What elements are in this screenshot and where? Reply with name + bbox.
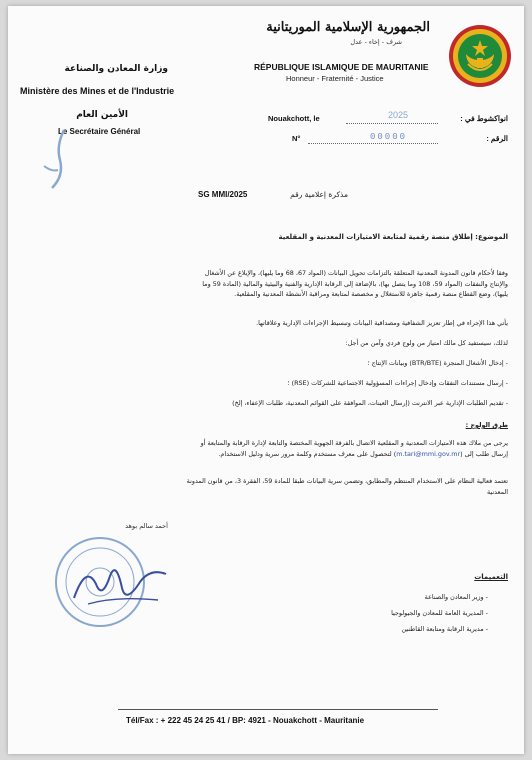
body-paragraph-4-line-1: يرجى من ملاك هذه الامتيازات المعدنية و المقلعية الاتصال بالفرقة الجهوية المختصة والتابعة لإدارة الرقابة والمتابعة أو <box>200 439 508 447</box>
body-paragraph-2: يأتي هذا الإجراء في إطار تعزيز الشفافية ومصداقية البيانات وتبسيط الإجراءات الإدارية وعلاقاتها. <box>256 319 508 327</box>
bullet-1: - إدخال الأشغال المنجزة (BTR/BTE) وبيانات الإنتاج ؛ <box>367 359 508 367</box>
body-paragraph-1-line-3: يليها)، وضع القطاع منصة رقمية جاهزة للاستغلال و مخصصة لمتابعة ومراقبة الأنشطة المعدنية والمقلعية. <box>234 290 508 298</box>
distribution-item-2: - المديرية العامة للمعادن والجيولوجيا <box>391 609 488 617</box>
body-paragraph-4 <box>38 438 508 459</box>
number-value: 00000 <box>370 132 408 142</box>
distribution-title: التعميمات <box>474 573 508 581</box>
document-page <box>8 6 524 754</box>
distribution-item-1: - وزير المعادن والصناعة <box>424 593 488 601</box>
body-paragraph-3: لذلك، سيستفيد كل مالك امتياز من ولوج فردي وآمن من أجل: <box>345 339 508 347</box>
access-methods-title: طرق الولوج : <box>465 421 508 429</box>
republic-motto-fr: Honneur - Fraternité - Justice <box>286 74 384 83</box>
contact-email-link[interactable]: m.tari@mmi.gov.mr <box>396 449 461 458</box>
secretary-general-ar: الأمين العام <box>76 110 128 120</box>
republic-title-ar: الجمهورية الإسلامية الموريتانية <box>266 20 430 35</box>
date-value: 2025 <box>388 110 409 120</box>
subject-line: الموضوع: إطلاق منصة رقمية لمتابعة الامتيازات المعدنية و المقلعية <box>278 233 508 241</box>
body-paragraph-5-line-2: المعدنية <box>487 487 508 496</box>
distribution-item-3: - مديرية الرقابة ومتابعة القاطنين <box>401 625 488 633</box>
body-paragraph-1-line-2: والإنتاج والنفقات (المواد 59، 108 وما يتصل بها)، بالإضافة إلى الرقابة الإدارية والفنية والبيئية والمالية (المادة 59 وما <box>202 279 508 288</box>
number-label-fr: N° <box>292 134 301 143</box>
footer-contact: Tél/Fax : + 222 45 24 25 41 / BP: 4921 - Nouakchott - Mauritanie <box>126 716 365 725</box>
bullet-2: - إرسال مستندات النفقات وإدخال إجراءات المسؤولية الاجتماعية للشركات (RSE) ؛ <box>287 379 508 387</box>
body-paragraph-1-line-1: وفقا لأحكام قانون المدونة المعدنية المتعلقة بالتزامات تحويل البيانات (المواد 67، 68 وما يليها)، والإبلاغ عن الأشغال <box>204 269 508 277</box>
date-label-ar: انواكشوط في : <box>460 114 508 123</box>
mauritania-emblem-icon <box>448 24 512 88</box>
number-dotted-line <box>308 142 438 144</box>
body-paragraph-1 <box>38 268 508 300</box>
ministry-name-fr: Ministère des Mines et de l'Industrie <box>20 86 175 96</box>
ministry-name-ar: وزارة المعادن والصناعة <box>64 64 168 74</box>
republic-title-fr: RÉPUBLIQUE ISLAMIQUE DE MAURITANIE <box>254 62 429 72</box>
secretary-general-fr: Le Secrétaire Général <box>58 127 141 136</box>
memo-reference-label-ar: مذكرة إعلامية رقم <box>290 190 348 199</box>
body-paragraph-4-line-2: إرسال طلب إلى (m.tari@mmi.gov.mr) لتحصول على معرف مستخدم وكلمة مرور سرية ودليل الاستخدام. <box>218 449 508 458</box>
handwritten-mark-icon <box>34 126 74 196</box>
signature-icon <box>66 554 176 614</box>
date-dotted-line <box>346 122 438 124</box>
body-paragraph-5-line-1: تعتمد فعالية النظام على الاستخدام المنتظم والمطابق، وتضمن سرية البيانات طبقا للمادة 59، الفقرة 3، من قانون المدونة <box>186 477 508 485</box>
footer-divider <box>118 709 438 710</box>
number-label-ar: الرقم : <box>486 134 508 143</box>
memo-reference-code: SG MMI/2025 <box>198 190 248 199</box>
signatory-name: أحمد سالم بوهد <box>125 522 168 530</box>
body-paragraph-5 <box>38 476 508 497</box>
bullet-3: - تقديم الطلبات الإدارية عبر الانترنت (إرسال العينات، الموافقة على القوائم المعدنية، طلبات الإعفاء، إلخ) <box>232 399 508 407</box>
date-label-fr: Nouakchott, le <box>268 114 320 123</box>
republic-motto-ar: شرف - إخاء - عدل <box>350 38 402 46</box>
